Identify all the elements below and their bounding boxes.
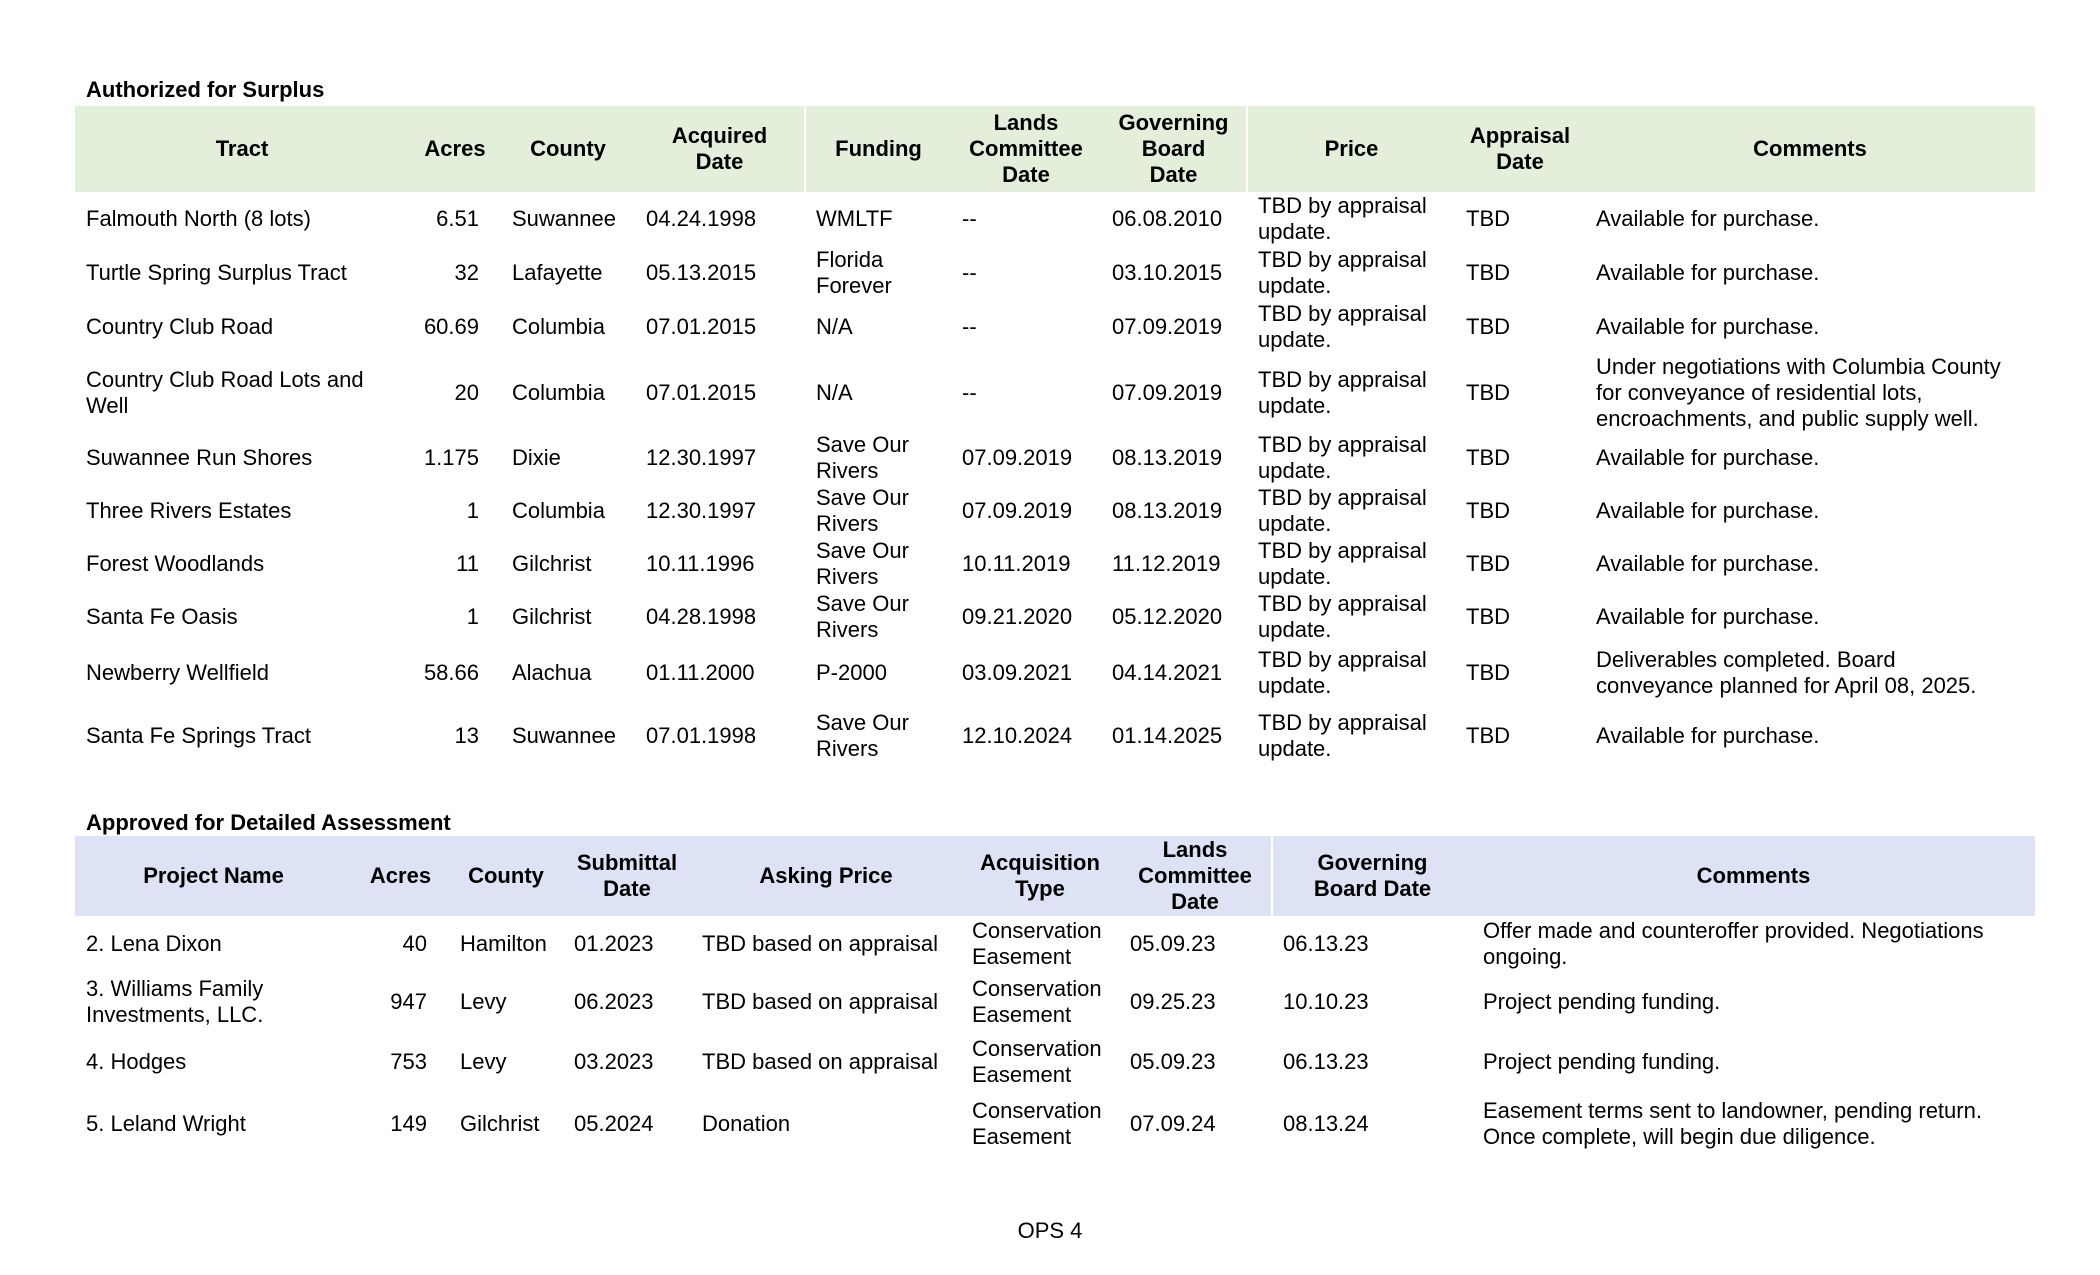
cell-county: Suwannee [512,723,616,748]
cell-lands: 10.11.2019 [962,551,1071,576]
table-row [75,701,2035,771]
cell-acquired: 07.01.2015 [646,380,757,405]
header-project-name: Project Name [143,863,284,888]
cell-lands: -- [962,260,977,285]
table-row [75,354,2035,432]
cell-tract: Country Club Road [86,314,274,339]
cell-governing: 06.13.23 [1283,931,1369,956]
header-tract: Tract [215,136,269,161]
cell-acquired: 07.01.2015 [646,314,757,339]
header-lands-committee-date: Lands Committee Date [1138,837,1252,914]
cell-comments: Offer made and counteroffer provided. Negotiations ongoing. [1483,918,1984,969]
cell-appraisal: TBD [1466,206,1510,231]
cell-submittal: 03.2023 [574,1048,654,1074]
cell-price: TBD by appraisal update. [1258,367,1427,418]
cell-funding: N/A [816,380,853,405]
cell-comments: Available for purchase. [1596,206,1820,231]
cell-acquisition: Conservation Easement [972,1035,1102,1087]
cell-tract: Suwannee Run Shores [86,445,313,470]
cell-lands: 05.09.23 [1130,1048,1216,1074]
cell-price: TBD by appraisal update. [1258,301,1427,352]
cell-governing: 07.09.2019 [1112,314,1223,339]
cell-county: Gilchrist [512,604,592,629]
cell-governing: 08.13.2019 [1112,445,1223,470]
cell-comments: Available for purchase. [1596,314,1820,339]
cell-project: 5. Leland Wright [86,1110,246,1136]
header-submittal-date: Submittal Date [576,850,678,901]
cell-governing: 08.13.24 [1283,1110,1369,1136]
page-number: OPS 4 [1017,1218,1083,1243]
cell-submittal: 05.2024 [574,1110,654,1136]
cell-acquired: 05.13.2015 [646,260,757,285]
cell-comments: Available for purchase. [1596,723,1820,748]
cell-asking: Donation [702,1110,791,1136]
cell-acres: 32 [454,260,479,285]
cell-acquisition: Conservation Easement [972,1097,1102,1149]
cell-appraisal: TBD [1466,445,1510,470]
cell-asking: TBD based on appraisal [702,989,939,1014]
cell-asking: TBD based on appraisal [702,931,939,956]
cell-price: TBD by appraisal update. [1258,591,1427,642]
cell-acres: 1 [466,498,479,523]
cell-comments: Deliverables completed. Board conveyance planned for April 08, 2025. [1596,646,1977,698]
cell-county: Lafayette [512,260,603,285]
cell-acres: 60.69 [423,314,479,339]
cell-acres: 6.51 [436,206,479,231]
cell-appraisal: TBD [1466,659,1510,685]
table-row [75,432,2035,484]
table-row [75,1091,2035,1156]
cell-comments: Easement terms sent to landowner, pending return. Once complete, will begin due diligence. [1483,1097,1982,1149]
table-row [75,1032,2035,1091]
cell-asking: TBD based on appraisal [702,1048,939,1074]
cell-funding: Florida Forever [816,247,892,298]
cell-appraisal: TBD [1466,498,1510,523]
assessment-section-title: Approved for Detailed Assessment [86,810,451,835]
table-row [75,916,2035,972]
cell-price: TBD by appraisal update. [1258,538,1427,589]
cell-submittal: 06.2023 [574,989,654,1014]
table-row [75,538,2035,590]
cell-governing: 01.14.2025 [1112,723,1223,748]
cell-comments: Under negotiations with Columbia County for conveyance of residential lots, encroachments, and public supply well. [1596,354,2001,431]
cell-lands: -- [962,206,977,231]
cell-county: Columbia [512,314,605,339]
cell-county: Gilchrist [460,1110,540,1136]
cell-funding: P-2000 [816,659,887,685]
cell-price: TBD by appraisal update. [1258,710,1427,761]
header-county: County [468,863,544,888]
cell-acquired: 12.30.1997 [646,498,757,523]
cell-acres: 1.175 [423,445,479,470]
cell-lands: 07.09.24 [1130,1110,1216,1136]
cell-county: Columbia [512,498,605,523]
cell-lands: 03.09.2021 [962,659,1073,685]
surplus-header-row [75,106,2035,192]
cell-appraisal: TBD [1466,314,1510,339]
cell-acres: 1 [466,604,479,629]
cell-county: Suwannee [512,206,616,231]
cell-acres: 753 [390,1048,427,1074]
cell-acres: 20 [454,380,479,405]
cell-tract: Turtle Spring Surplus Tract [86,260,347,285]
cell-acquired: 12.30.1997 [646,445,757,470]
cell-lands: 07.09.2019 [962,498,1073,523]
cell-price: TBD by appraisal update. [1258,432,1427,483]
cell-tract: Three Rivers Estates [86,498,292,523]
cell-price: TBD by appraisal update. [1258,646,1427,698]
header-acquired-date: Acquired Date [671,123,768,174]
cell-lands: -- [962,380,977,405]
cell-acquired: 07.01.1998 [646,723,757,748]
header-comments: Comments [1696,863,1811,888]
table-row [75,644,2035,701]
cell-comments: Available for purchase. [1596,604,1820,629]
cell-tract: Santa Fe Oasis [86,604,238,629]
cell-lands: 05.09.23 [1130,931,1216,956]
cell-governing: 03.10.2015 [1112,260,1223,285]
cell-tract: Forest Woodlands [86,551,265,576]
table-row [75,972,2035,1032]
cell-funding: Save Our Rivers [816,710,909,761]
cell-acres: 58.66 [423,659,479,685]
cell-project: 4. Hodges [86,1048,187,1074]
cell-funding: Save Our Rivers [816,432,909,483]
cell-county: Columbia [512,380,605,405]
header-acres: Acres [424,136,486,161]
table-row [75,590,2035,644]
header-governing-board-date: Governing Board Date [1272,836,1472,916]
cell-county: Gilchrist [512,551,592,576]
cell-acres: 149 [390,1110,427,1136]
cell-comments: Available for purchase. [1596,498,1820,523]
cell-governing: 04.14.2021 [1112,659,1223,685]
cell-appraisal: TBD [1466,260,1510,285]
cell-county: Alachua [512,659,592,685]
header-acres: Acres [369,863,432,888]
cell-comments: Available for purchase. [1596,551,1820,576]
cell-submittal: 01.2023 [574,931,654,956]
cell-comments: Project pending funding. [1483,1048,1721,1074]
cell-lands: 12.10.2024 [962,723,1073,748]
assessment-table [75,836,2035,1156]
cell-funding: N/A [816,314,853,339]
cell-lands: 09.25.23 [1130,989,1216,1014]
header-appraisal-date: Appraisal Date [1469,123,1571,174]
cell-comments: Available for purchase. [1596,260,1820,285]
header-comments: Comments [1753,136,1867,161]
header-county: County [530,136,606,161]
cell-tract: Santa Fe Springs Tract [86,723,311,748]
cell-governing: 05.12.2020 [1112,604,1223,629]
cell-acres: 947 [390,989,427,1014]
table-row [75,192,2035,246]
header-lands-committee-date: Lands Committee Date [969,110,1083,187]
cell-appraisal: TBD [1466,723,1510,748]
cell-acres: 11 [456,551,479,576]
cell-price: TBD by appraisal update. [1258,193,1427,244]
cell-lands: -- [962,314,977,339]
cell-price: TBD by appraisal update. [1258,485,1427,536]
cell-acquired: 10.11.1996 [646,551,755,576]
cell-tract: Falmouth North (8 lots) [86,206,311,231]
header-funding: Funding [805,106,951,192]
cell-governing: 06.13.23 [1283,1048,1369,1074]
cell-comments: Available for purchase. [1596,445,1820,470]
header-price: Price [1247,106,1455,192]
table-row [75,246,2035,300]
cell-appraisal: TBD [1466,604,1510,629]
cell-county: Levy [460,1048,507,1074]
cell-funding: Save Our Rivers [816,485,909,536]
cell-acres: 40 [402,931,427,956]
table-row [75,484,2035,538]
cell-tract: Country Club Road Lots and Well [86,367,364,418]
assessment-header-row [75,836,2035,916]
cell-governing: 06.08.2010 [1112,206,1223,231]
cell-acquired: 04.24.1998 [646,206,757,231]
cell-project: 3. Williams Family Investments, LLC. [86,976,264,1027]
surplus-section-title: Authorized for Surplus [86,77,325,102]
cell-governing: 11.12.2019 [1112,551,1221,576]
cell-acquisition: Conservation Easement [972,976,1102,1027]
cell-governing: 08.13.2019 [1112,498,1223,523]
header-governing-board-date: Governing Board Date [1118,110,1229,187]
header-acquisition-type: Acquisition Type [980,850,1100,901]
cell-funding: Save Our Rivers [816,538,909,589]
cell-county: Dixie [512,445,561,470]
cell-acquisition: Conservation Easement [972,918,1102,969]
cell-price: TBD by appraisal update. [1258,247,1427,298]
cell-acquired: 01.11.2000 [646,659,755,685]
cell-county: Levy [460,989,507,1014]
cell-appraisal: TBD [1466,380,1510,405]
cell-governing: 07.09.2019 [1112,380,1223,405]
cell-comments: Project pending funding. [1483,989,1721,1014]
cell-acres: 13 [454,723,479,748]
cell-appraisal: TBD [1466,551,1510,576]
cell-governing: 10.10.23 [1283,989,1369,1014]
cell-lands: 09.21.2020 [962,604,1073,629]
cell-funding: WMLTF [816,206,893,231]
cell-funding: Save Our Rivers [816,591,909,642]
cell-project: 2. Lena Dixon [86,931,222,956]
table-row [75,300,2035,354]
header-asking-price: Asking Price [759,863,893,888]
cell-tract: Newberry Wellfield [86,659,269,685]
cell-lands: 07.09.2019 [962,445,1073,470]
cell-acquired: 04.28.1998 [646,604,757,629]
surplus-table [75,106,2035,771]
cell-county: Hamilton [460,931,547,956]
